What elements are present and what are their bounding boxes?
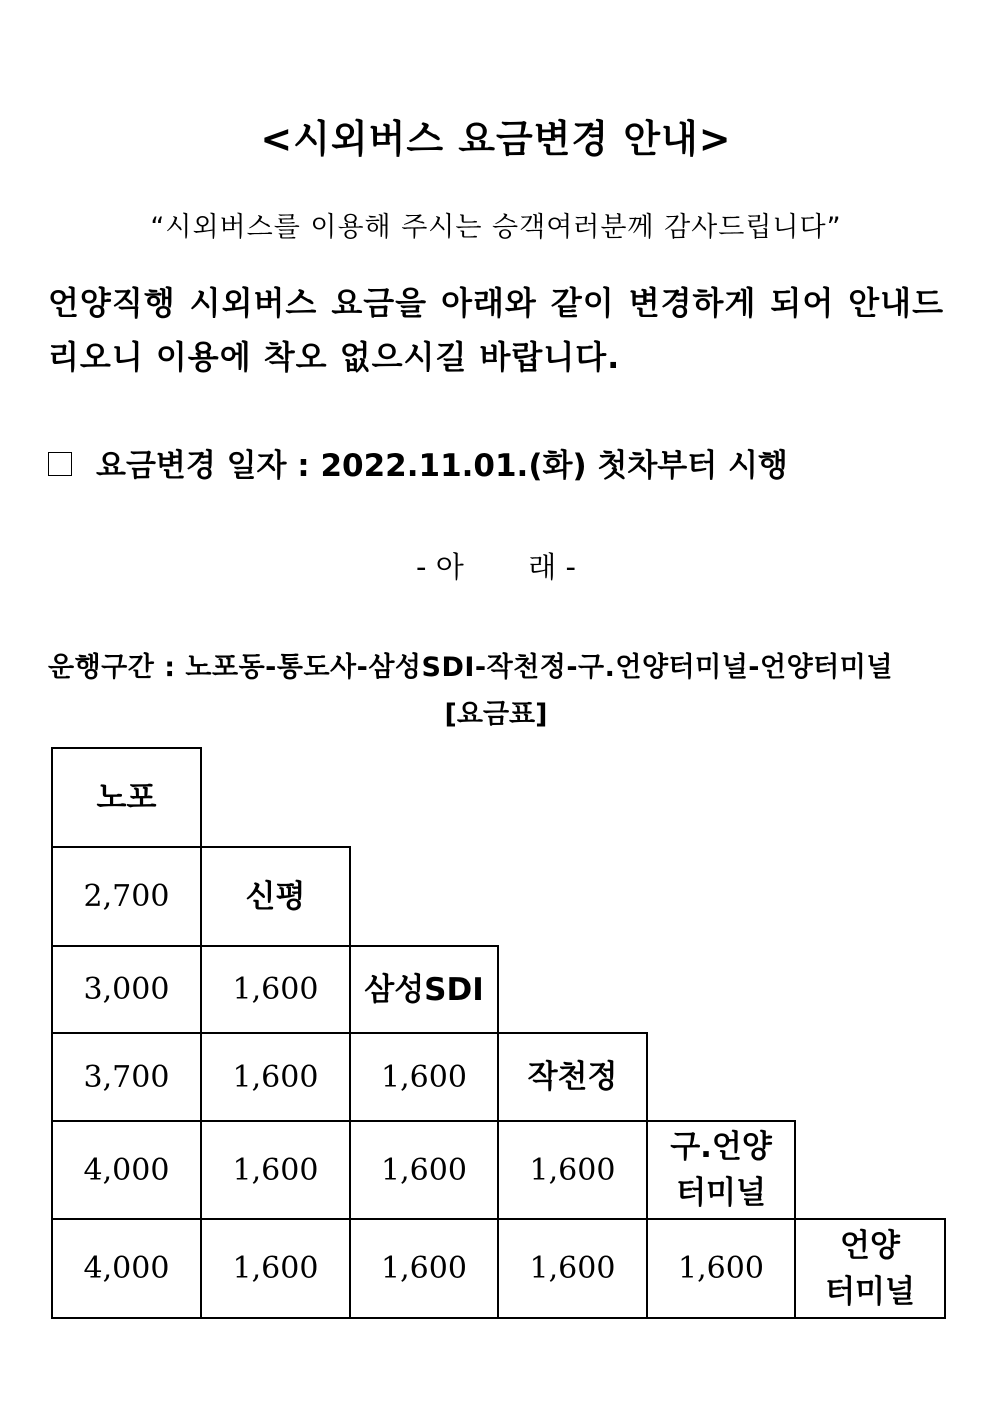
fare-value: 1,600: [529, 1251, 616, 1286]
stop-name: 삼성SDI: [364, 971, 484, 1008]
stop-header-cell: [497, 1032, 648, 1122]
fare-value: 1,600: [232, 1251, 319, 1286]
fare-cell: [349, 1120, 499, 1220]
stop-name: 신평: [245, 878, 306, 915]
fare-value: 3,700: [83, 1059, 170, 1095]
fare-value: 1,600: [678, 1251, 764, 1286]
fare-value: 1,600: [232, 972, 319, 1007]
fare-value: 1,600: [232, 1059, 319, 1095]
stop-header-cell: [349, 945, 499, 1034]
fare-value: 2,700: [83, 879, 170, 914]
fare-value: 4,000: [83, 1251, 170, 1286]
fare-cell: [349, 1032, 499, 1122]
stop-header-cell: [200, 846, 351, 947]
fare-cell: [200, 945, 351, 1034]
fare-value: 1,600: [381, 1059, 467, 1095]
stop-header-cell: [646, 1120, 796, 1220]
greeting-subtitle: “시외버스를 이용해 주시는 승객여러분께 감사드립니다”: [150, 212, 842, 243]
route-description: 운행구간 : 노포동-통도사-삼성SDI-작천정-구.언양터미널-언양터미널: [48, 652, 893, 683]
fare-cell: [200, 1120, 351, 1220]
fare-cell: [200, 1032, 351, 1122]
fare-cell: [349, 1218, 499, 1319]
fare-cell: [200, 1218, 351, 1319]
fare-value: 4,000: [83, 1152, 170, 1188]
effective-date-line: [48, 440, 788, 485]
fare-value: 1,600: [232, 1152, 319, 1188]
fare-value: 1,600: [381, 1152, 467, 1188]
fare-value: 1,600: [529, 1152, 616, 1188]
checkbox-icon: [48, 452, 72, 476]
intro-paragraph: 언양직행 시외버스 요금을 아래와 같이 변경하게 되어 안내드리오니 이용에 착오 없으시길 바랍니다.: [48, 284, 944, 376]
stop-name: 언양 터미널: [825, 1227, 915, 1310]
fare-value: 3,000: [83, 972, 170, 1007]
fare-cell: [51, 1218, 202, 1319]
fare-cell: [51, 945, 202, 1034]
fare-value: 1,600: [381, 1251, 467, 1286]
fare-cell: [51, 1120, 202, 1220]
stop-name: 구.언양 터미널: [670, 1129, 772, 1211]
stop-header-cell: [51, 747, 202, 848]
below-heading: - 아 래 -: [416, 550, 576, 584]
stop-name: 노포: [96, 779, 157, 816]
stop-name: 작천정: [527, 1059, 618, 1095]
fare-cell: [497, 1218, 648, 1319]
fare-cell: [497, 1120, 648, 1220]
fare-cell: [51, 846, 202, 947]
page-title: <시외버스 요금변경 안내>: [260, 117, 732, 161]
effective-date-text: 요금변경 일자 : 2022.11.01.(화) 첫차부터 시행: [96, 448, 788, 484]
table-caption: [요금표]: [444, 699, 548, 730]
fare-cell: [646, 1218, 796, 1319]
stop-header-cell: [794, 1218, 946, 1319]
fare-cell: [51, 1032, 202, 1122]
